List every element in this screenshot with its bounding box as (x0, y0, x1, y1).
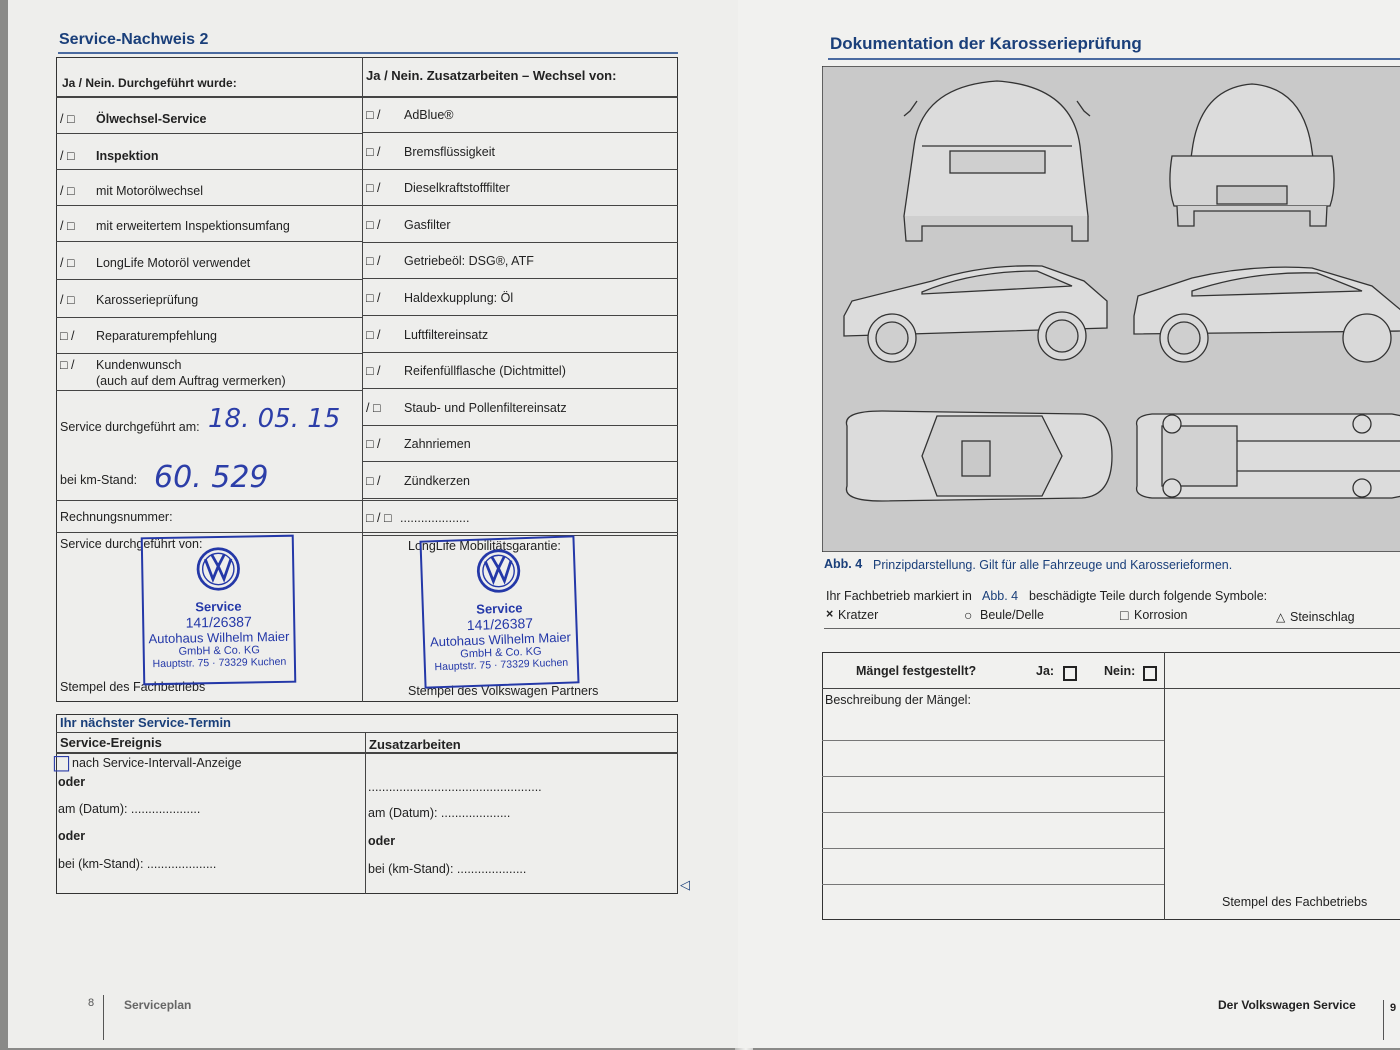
left-item-yes-no[interactable]: □ / (60, 358, 75, 372)
row-divider (362, 278, 678, 279)
vw-logo-icon (474, 547, 522, 595)
right-item-label: Zündkerzen (404, 474, 471, 488)
row-divider (56, 390, 362, 391)
stamp-label-right: Stempel des Fachbetriebs (1222, 895, 1368, 909)
right-item-yes-no[interactable]: □ / (366, 327, 381, 342)
title-rule (58, 52, 678, 54)
footer-page-right: 9 (1390, 1002, 1397, 1014)
instruction-post: beschädigte Teile durch folgende Symbole: (1029, 589, 1268, 603)
stamp-footer-right: Stempel des Volkswagen Partners (408, 684, 599, 698)
car-diagram (822, 66, 1400, 552)
vw-logo-icon (194, 546, 241, 593)
next-col2: Zusatzarbeiten (369, 737, 461, 752)
symbol-steinschlag-label: Steinschlag (1290, 610, 1355, 624)
footer-section-right: Der Volkswagen Service (1218, 998, 1356, 1012)
next-date: am (Datum): .................... (58, 802, 201, 816)
left-item-label-note: (auch auf dem Auftrag vermerken) (96, 374, 286, 388)
row-divider (362, 132, 678, 133)
right-item-label: Reifenfüllflasche (Dichtmittel) (404, 364, 566, 379)
right-item-yes-no[interactable]: □ / (366, 181, 381, 196)
description-label: Beschreibung der Mängel: (825, 693, 971, 707)
page-title-right: Dokumentation der Karosserieprüfung (830, 34, 1142, 53)
right-item-yes-no[interactable]: / □ (366, 400, 381, 415)
row-divider (362, 535, 678, 536)
col2-header: Ja / Nein. Zusatzarbeiten – Wechsel von: (366, 68, 617, 83)
no-label: Nein: (1104, 664, 1136, 678)
symbol-korrosion-label: Korrosion (1134, 608, 1188, 622)
row-divider (362, 315, 678, 316)
car-underbody-view (1137, 414, 1400, 498)
next-km: bei (km-Stand): .................... (58, 857, 217, 871)
next-item1: nach Service-Intervall-Anzeige (72, 756, 242, 770)
service-by-label: Service durchgeführt von: (60, 537, 203, 551)
right-page (738, 0, 1400, 1048)
right-item-label: Getriebeöl: DSG®, ATF (404, 254, 534, 269)
next-check-mark: □ (52, 750, 71, 774)
next-col1: Service-Ereignis (60, 735, 162, 750)
left-item-yes-no[interactable]: / □ (60, 149, 75, 163)
caption-prefix: Abb. 4 (824, 557, 863, 571)
defects-label: Mängel festgestellt? (856, 664, 977, 678)
left-page (8, 0, 750, 1048)
left-item-label: Ölwechsel-Service (96, 112, 207, 126)
left-item-label: Inspektion (96, 149, 159, 163)
row-divider (362, 388, 678, 389)
right-item-label: Luftfiltereinsatz (404, 327, 489, 342)
row-divider (56, 205, 362, 206)
next-km-right: bei (km-Stand): .................... (368, 862, 527, 876)
symbol-steinschlag-icon: △ (1276, 610, 1286, 624)
row-divider (362, 205, 678, 206)
right-item-yes-no[interactable]: □ / (366, 144, 381, 159)
yes-checkbox[interactable] (1063, 666, 1077, 681)
row-divider (56, 353, 362, 354)
footer-page-left: 8 (88, 997, 95, 1009)
mobility-label: LongLife Mobilitätsgarantie: (408, 539, 561, 553)
left-item-yes-no[interactable]: / □ (60, 112, 75, 126)
instruction-ref: Abb. 4 (982, 589, 1019, 603)
right-item-yes-no[interactable]: □ / (366, 291, 381, 305)
right-item-label: Gasfilter (404, 217, 451, 232)
service-date-value: 18. 05. 15 (208, 404, 341, 434)
left-item-label: Kundenwunsch (96, 358, 182, 372)
left-item-yes-no[interactable]: / □ (60, 219, 75, 233)
service-date-label: Service durchgeführt am: (60, 420, 200, 434)
right-item-label: Haldexkupplung: Öl (404, 291, 514, 305)
next-date-right: am (Datum): .................... (368, 806, 511, 820)
symbol-beule-label: Beule/Delle (980, 608, 1044, 622)
row-divider (56, 317, 362, 318)
footer-section-left: Serviceplan (124, 998, 192, 1012)
car-rear-view (904, 81, 1090, 241)
yes-label: Ja: (1036, 664, 1055, 678)
caption-text: Prinzipdarstellung. Gilt für alle Fahrzeuge und Karosserieformen. (873, 558, 1233, 572)
row-divider (56, 241, 362, 242)
symbol-beule-icon: ○ (964, 607, 973, 623)
title-rule-right (828, 58, 1400, 60)
km-label: bei km-Stand: (60, 473, 138, 487)
right-item-label: Staub- und Pollenfiltereinsatz (404, 400, 567, 415)
right-item-label: .................... (400, 510, 470, 525)
row-divider (362, 352, 678, 353)
left-item-yes-no[interactable]: / □ (60, 256, 75, 270)
symbol-kratzer-label: Kratzer (838, 608, 879, 622)
page-title-left: Service-Nachweis 2 (59, 31, 209, 48)
left-item-yes-no[interactable]: □ / (60, 329, 75, 343)
column-divider (362, 57, 363, 702)
right-item-yes-no[interactable]: □ / (366, 437, 381, 452)
next-service-title: Ihr nächster Service-Termin (60, 715, 231, 730)
right-item-yes-no[interactable]: □ / (366, 474, 381, 488)
right-item-yes-no[interactable]: □ / (366, 217, 381, 232)
row-divider (362, 498, 678, 499)
symbol-kratzer-icon: × (826, 607, 834, 621)
dealer-stamp-right: Service 141/26387 Autohaus Wilhelm Maier GmbH & Co. KG Hauptstr. 75 · 73329 Kuchen (419, 535, 579, 688)
left-item-yes-no[interactable]: / □ (60, 184, 75, 198)
row-divider (56, 279, 362, 280)
row-divider (362, 169, 678, 170)
right-item-yes-no[interactable]: □ / (366, 108, 381, 122)
row-divider (362, 242, 678, 243)
right-item-label: Zahnriemen (404, 437, 471, 452)
dealer-stamp-left: Service 141/26387 Autohaus Wilhelm Maier GmbH & Co. KG Hauptstr. 75 · 73329 Kuchen (141, 535, 297, 686)
km-value: 60. 529 (154, 460, 269, 495)
next-dots: .................................................. (368, 780, 542, 794)
row-divider (56, 169, 362, 170)
right-item-yes-no[interactable]: □ / (366, 364, 381, 379)
header-divider (56, 96, 678, 98)
row-divider (362, 461, 678, 462)
left-item-label: mit erweitertem Inspektionsumfang (96, 219, 290, 233)
left-item-label: Karosserieprüfung (96, 293, 199, 307)
row-divider (56, 133, 362, 134)
col1-header: Ja / Nein. Durchgeführt wurde: (62, 76, 237, 90)
next-or-right: oder (368, 834, 396, 848)
left-item-label: Reparaturempfehlung (96, 329, 217, 343)
symbol-korrosion-icon: □ (1120, 607, 1129, 623)
continue-triangle-icon: ◁ (680, 877, 690, 892)
invoice-label: Rechnungsnummer: (60, 510, 173, 524)
right-item-label: Dieselkraftstofffilter (404, 181, 510, 196)
no-checkbox[interactable] (1143, 666, 1157, 681)
right-item-label: Bremsflüssigkeit (404, 144, 495, 159)
right-item-yes-no[interactable]: □ / □ (366, 510, 392, 525)
left-item-label: mit Motorölwechsel (96, 184, 203, 198)
next-or-2: oder (58, 829, 86, 843)
instruction-pre: Ihr Fachbetrieb markiert in (826, 589, 972, 603)
left-item-yes-no[interactable]: / □ (60, 293, 75, 307)
next-or-1: oder (58, 775, 86, 789)
row-divider (362, 425, 678, 426)
right-item-label: AdBlue® (404, 108, 454, 122)
right-item-yes-no[interactable]: □ / (366, 254, 381, 269)
stamp-footer-left: Stempel des Fachbetriebs (60, 680, 206, 694)
car-top-view (846, 411, 1112, 501)
left-item-label: LongLife Motoröl verwendet (96, 256, 251, 270)
